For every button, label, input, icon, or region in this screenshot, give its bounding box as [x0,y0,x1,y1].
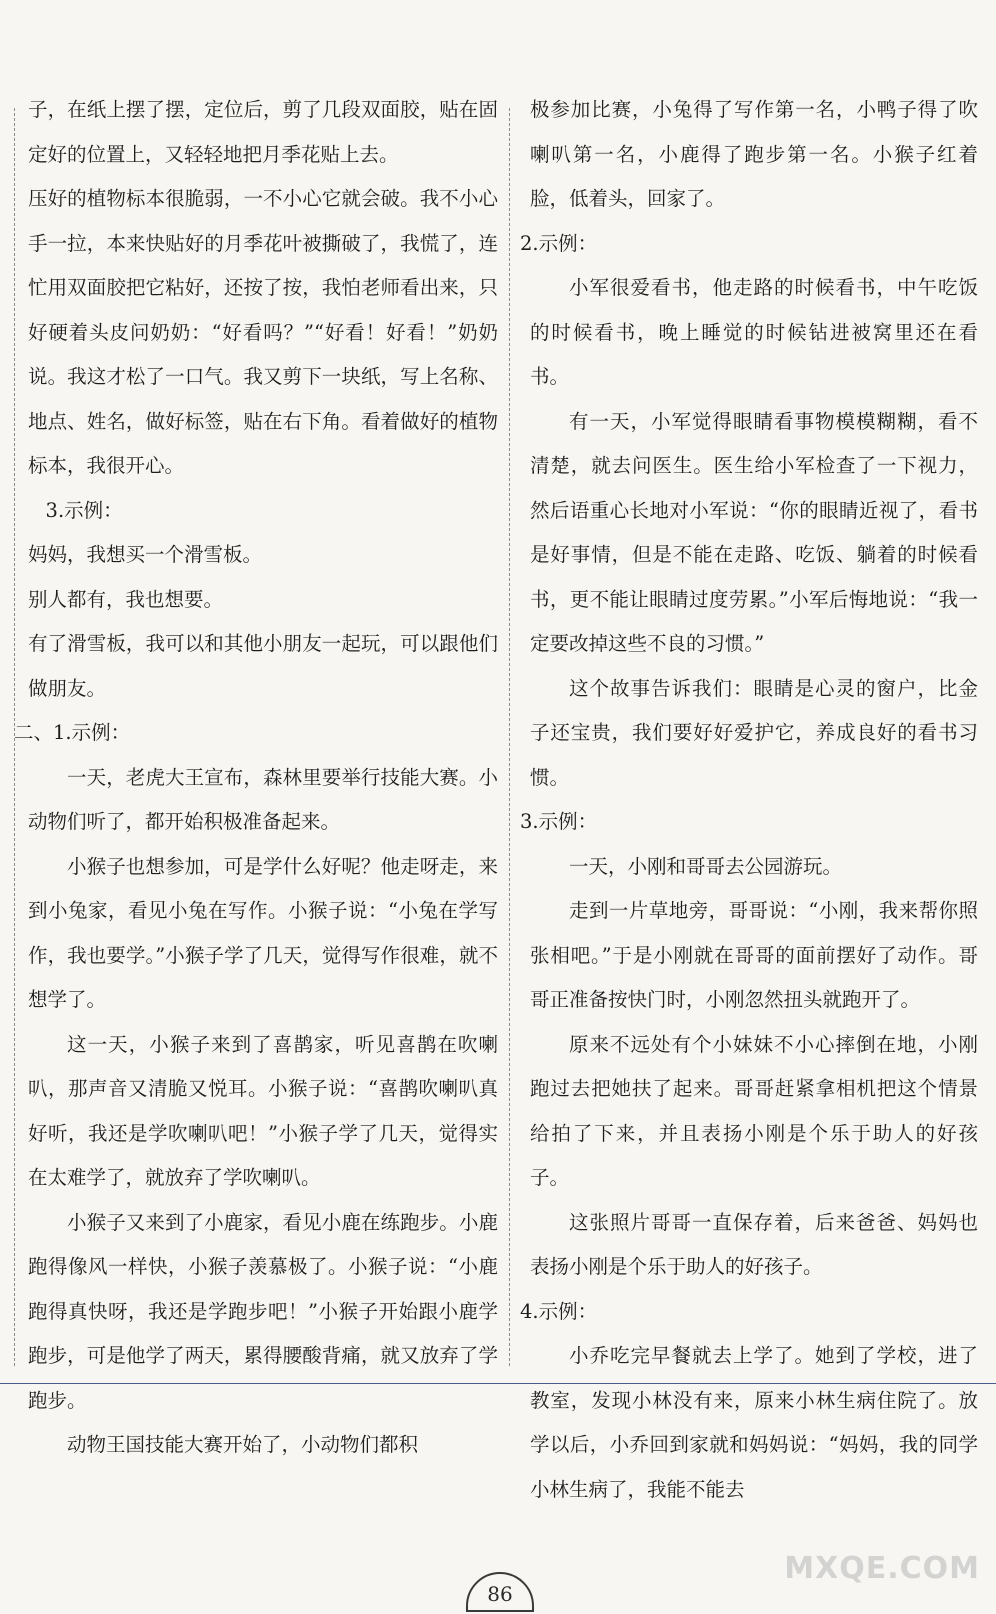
paragraph: 走到一片草地旁，哥哥说：“小刚，我来帮你照张相吧。”于是小刚就在哥哥的面前摆好了动作。哥哥正准备按快门时，小刚忽然扭头就跑开了。 [530,899,978,1011]
paragraph: 子，在纸上摆了摆，定位后，剪了几段双面胶，贴在固定好的位置上，又轻轻地把月季花贴上去。 [28,98,498,166]
paragraph: 这张照片哥哥一直保存着，后来爸爸、妈妈也表扬小刚是个乐于助人的好孩子。 [530,1210,978,1278]
paragraph: 一天，小刚和哥哥去公园游玩。 [569,854,843,878]
section-heading: 二、1.示例： [14,721,131,744]
paragraph: 动物王国技能大赛开始了，小动物们都积 [67,1433,419,1456]
section-heading: 3.示例： [520,810,598,833]
paragraph: 别人都有，我也想要。 [28,587,224,611]
column-divider-dashed-line [509,108,510,1366]
paragraph: 这一天，小猴子来到了喜鹊家，听见喜鹊在吹喇叭，那声音又清脆又悦耳。小猴子说：“喜鹊吹喇叭真好听，我还是学吹喇叭吧！”小猴子学了几天，觉得实在太难学了，就放弃了学吹喇叭。 [28,1032,498,1189]
paragraph: 一天，老虎大王宣布，森林里要举行技能大赛。小动物们听了，都开始积极准备起来。 [28,765,498,833]
paragraph: 这个故事告诉我们：眼睛是心灵的窗户，比金子还宝贵，我们要好好爱护它，养成良好的看书习惯。 [530,676,978,789]
paragraph: 极参加比赛，小兔得了写作第一名，小鸭子得了吹喇叭第一名，小鹿得了跑步第一名。小猴子红着脸，低着头，回家了。 [530,98,978,210]
paragraph: 原来不远处有个小妹妹不小心摔倒在地，小刚跑过去把她扶了起来。哥哥赶紧拿相机把这个情景给拍了下来，并且表扬小刚是个乐于助人的好孩子。 [530,1032,978,1189]
paragraph: 小猴子也想参加，可是学什么好呢？他走呀走，来到小兔家，看见小兔在写作。小猴子说：“小兔在学写作，我也要学。”小猴子学了几天，觉得写作很难，就不想学了。 [28,854,498,1011]
watermark-logo: MXQE.COM [784,1551,980,1586]
paragraph: 小猴子又来到了小鹿家，看见小鹿在练跑步。小鹿跑得像风一样快，小猴子羡慕极了。小猴子说：“小鹿跑得真快呀，我还是学跑步吧！”小猴子开始跟小鹿学跑步，可是他学了两天，累得腰酸背痛，就又放弃了学跑步。 [28,1210,498,1412]
page-number: 86 [466,1572,534,1612]
right-column [520,88,978,1512]
paragraph: 妈妈，我想买一个滑雪板。 [28,543,263,566]
paragraph: 压好的植物标本很脆弱，一不小心它就会破。我不小心手一拉，本来快贴好的月季花叶被撕破了，我慌了，连忙用双面胶把它粘好，还按了按，我怕老师看出来，只好硬着头皮问奶奶：“好看吗？”“好看！好看！”奶奶说。我这才松了一口气。我又剪下一块纸，写上名称、地点、姓名，做好标签，贴在右下角。看着做好的植物标本，我很开心。 [28,187,498,477]
left-column [14,88,498,1468]
paragraph: 有了滑雪板，我可以和其他小朋友一起玩，可以跟他们做朋友。 [28,632,498,700]
paragraph: 有一天，小军觉得眼睛看事物模模糊糊，看不清楚，就去问医生。医生给小军检查了一下视力，然后语重心长地对小军说：“你的眼睛近视了，看书是好事情，但是不能在走路、吃饭、躺着的时候看书，更不能让眼睛过度劳累。”小军后悔地说：“我一定要改掉这些不良的习惯。” [530,409,978,655]
paragraph: 小军很爱看书，他走路的时候看书，中午吃饭的时候看书，晚上睡觉的时候钻进被窝里还在看书。 [530,276,978,388]
section-heading: 4.示例： [520,1299,598,1323]
section-heading: 3.示例： [45,498,123,522]
paragraph: 小乔吃完早餐就去上学了。她到了学校，进了教室，发现小林没有来，原来小林生病住院了。放学以后，小乔回到家就和妈妈说：“妈妈，我的同学小林生病了，我能不能去 [530,1344,978,1501]
section-heading: 2.示例： [520,231,598,255]
